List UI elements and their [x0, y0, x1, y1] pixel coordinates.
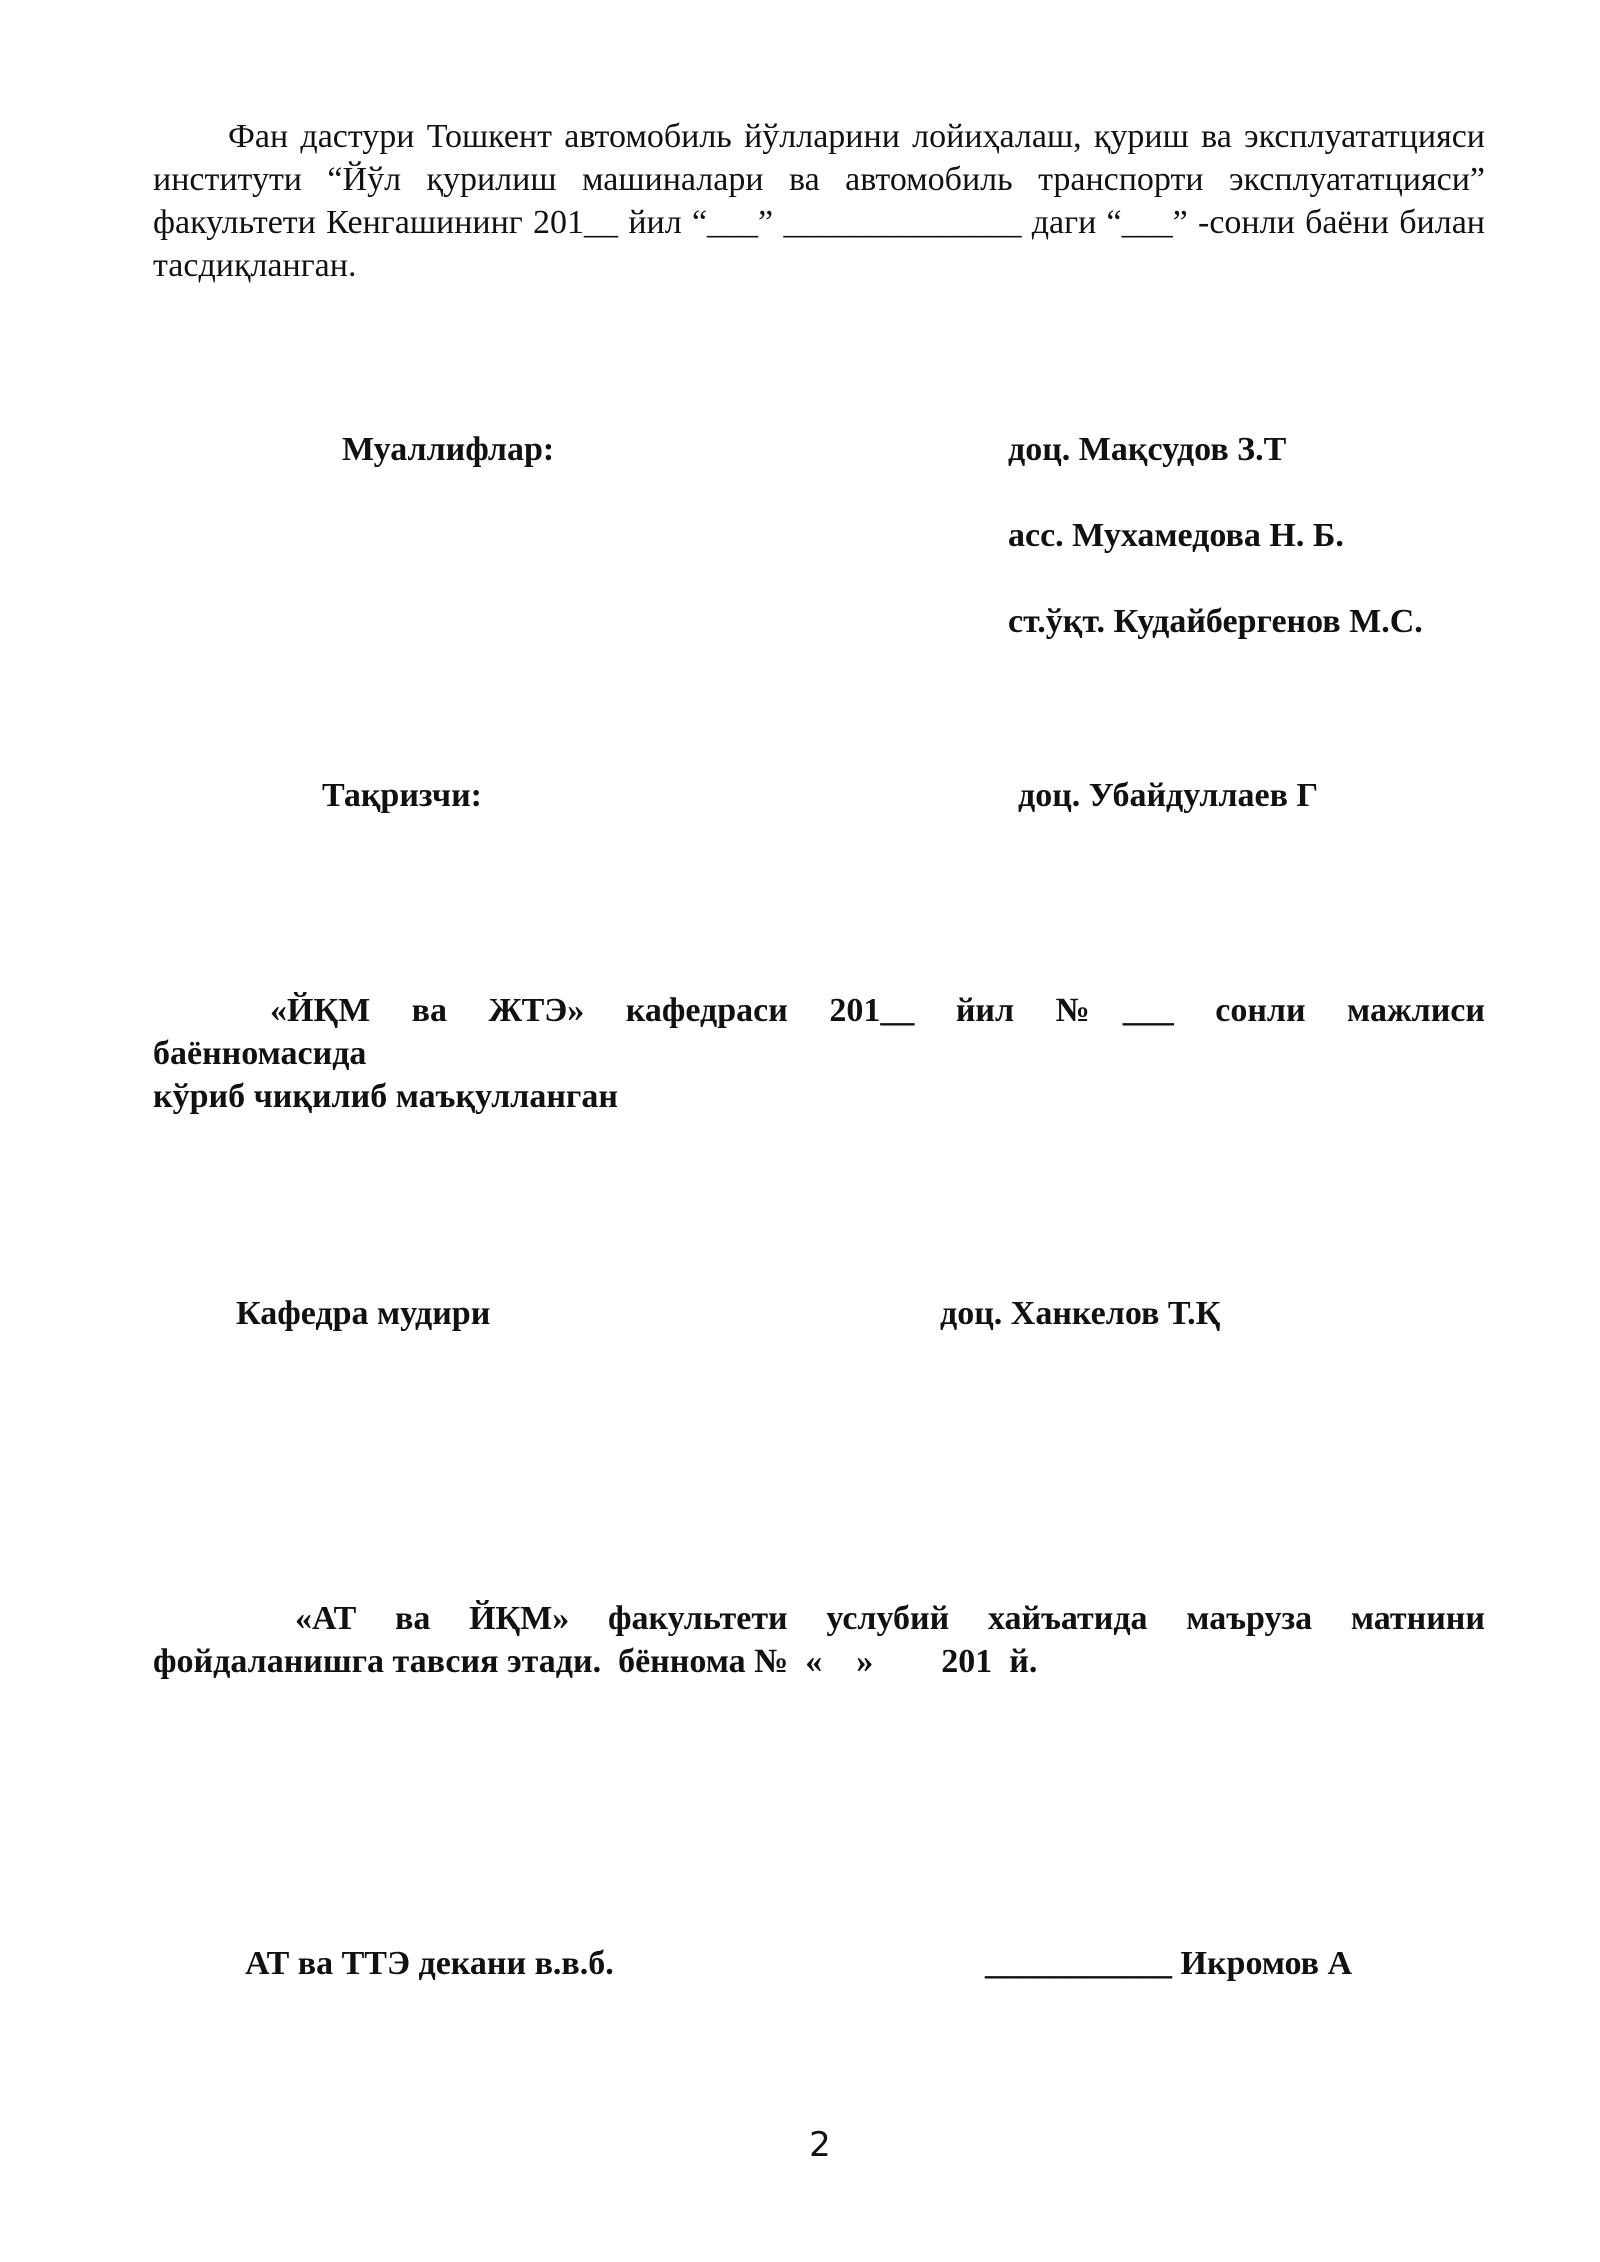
department-head-label: Кафедра мудири — [236, 1295, 491, 1332]
dean-label: АТ ва ТТЭ декани в.в.б. — [245, 1945, 614, 1982]
department-head-name: доц. Ханкелов Т.Қ — [940, 1295, 1221, 1332]
reviewer-name: доц. Убайдуллаев Г — [1018, 777, 1319, 814]
author-name: доц. Мақсудов З.Т — [1008, 431, 1287, 468]
dean-signature-line: ___________ Икромов А — [985, 1945, 1353, 1982]
authors-label: Муаллифлар: — [342, 431, 555, 468]
department-approval-line: «ЙҚМ ва ЖТЭ» кафедраси 201__ йил №___ сонли мажлиси — [270, 992, 1485, 1029]
department-approval-line: кўриб чиқилиб маъқулланган — [153, 1078, 618, 1115]
faculty-recommendation-line: «АТ ва ЙҚМ» факультети услубий хайъатида маъруза матнини — [295, 1600, 1485, 1637]
reviewer-label: Тақризчи: — [322, 777, 482, 814]
author-name: асс. Мухамедова Н. Б. — [1008, 517, 1344, 554]
intro-paragraph: Фан дастури Тошкент автомобиль йўлларини лойиҳалаш, қуриш ва эксплуататцияси институти “Йўл қурилиш машиналари ва автомобиль транспорти эксплуататцияси” факультети Кенгашининг 201__ йил “___” ______________ даги “___” -сонли баёни билан тасдиқланган. — [153, 118, 1485, 284]
department-approval-line: баённомасида — [153, 1035, 367, 1072]
page-number: 2 — [809, 2125, 831, 2165]
author-name: ст.ўқт. Кудайбергенов М.С. — [1008, 603, 1423, 640]
faculty-recommendation-line: фойдаланишга тавсия этади. бённома № « » 201 й. — [153, 1643, 1038, 1680]
